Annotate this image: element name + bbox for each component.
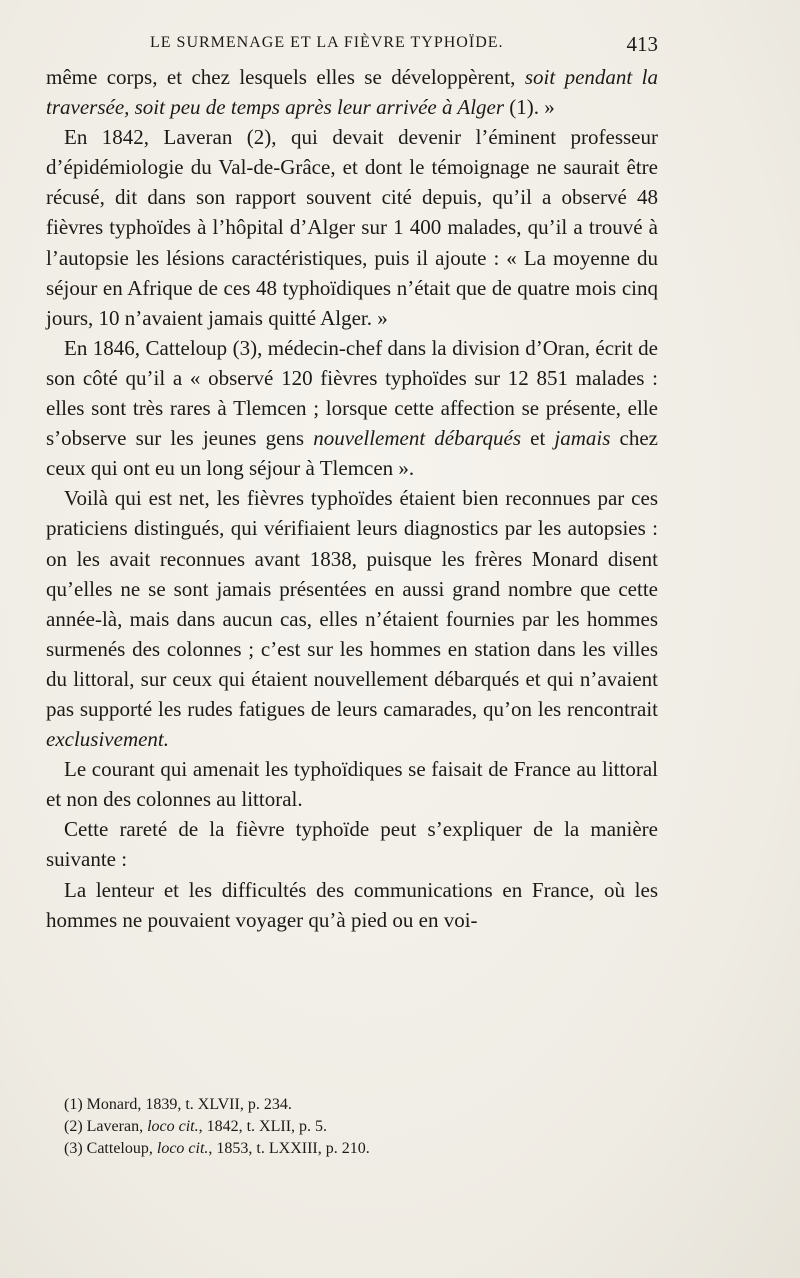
paragraph (46, 875, 658, 935)
footnote (64, 1094, 624, 1116)
text-run: (2) Laveran, (64, 1118, 148, 1135)
running-title: LE SURMENAGE ET LA FIÈVRE TYPHOÏDE. (150, 34, 504, 51)
text-run: même corps, et chez lesquels elles se développèrent, (46, 65, 525, 89)
italic-text: nouvellement débarqués (313, 426, 521, 451)
text-run: Voilà qui est net, les fièvres typhoïdes étaient bien reconnues par ces praticiens distingués, qui vérifiaient leurs diagnostics par les autopsies : on les avait reconnues avant 1838, puisque les frères Monard disent qu’elles ne se sont jamais présentées en aussi grand nombre que cette année-là, mais dans aucun cas, elles n’étaient fournies par les hommes surmenés des colonnes ; c’est sur les hommes en station dans les villes du littoral, sur ceux qui étaient nouvellement débarqués et qui n’avaient pas supporté les rudes fatigues de leurs camarades, qu’on les rencontrait (46, 486, 658, 721)
footnote (64, 1138, 624, 1160)
paragraph (46, 754, 658, 814)
text-run: (3) Catteloup, (64, 1140, 157, 1157)
text-run: La lenteur et les difficultés des communications en France, où les hommes ne pouvaient voyager qu’à pied ou en voi- (46, 877, 658, 932)
italic-text: exclusivement. (46, 727, 170, 752)
text-run: En 1842, Laveran (2), qui devait devenir l’éminent professeur d’épidémiologie du Val-de-Grâce, et dont le témoignage ne saurait être récusé, dit dans son rapport souvent cité depuis, qu’il a observé 48 fièvres typhoïdes à l’hôpital d’Alger sur 1 400 malades, qu’il a trouvé à l’autopsie les lésions caractéristiques, puis il ajoute : « La moyenne du séjour en Afrique de ces 48 typhoïdiques n’était que de quatre mois cinq jours, 10 n’avaient jamais quitté Alger. » (46, 125, 658, 330)
italic-text: soit pendant la traversée, soit peu de temps après leur arrivée à Alger (46, 65, 658, 120)
paragraph (46, 122, 658, 333)
paragraph (46, 814, 658, 874)
text-run: , 1842, t. XLII, p. 5. (198, 1118, 328, 1135)
paragraph (46, 62, 658, 122)
text-run: chez ceux qui ont eu un long séjour à Tlemcen ». (46, 426, 659, 481)
text-run: Cette rareté de la fièvre typhoïde peut s’expliquer de la manière suivante : (46, 817, 658, 872)
paragraph (46, 483, 658, 754)
text-run: (1) Monard, 1839, t. XLVII, p. 234. (64, 1096, 292, 1113)
page-number: 413 (626, 32, 658, 56)
italic-text: loco cit. (147, 1118, 199, 1135)
italic-text: loco cit. (156, 1140, 209, 1157)
page-header (150, 34, 658, 56)
text-run: , 1853, t. LXXIII, p. 210. (208, 1140, 370, 1157)
paragraph (46, 333, 658, 483)
footnotes (64, 1094, 624, 1160)
text-run: Le courant qui amenait les typhoïdiques se faisait de France au littoral et non des colonnes au littoral. (46, 757, 658, 812)
text-run: (1). » (504, 95, 555, 120)
body-text (46, 62, 658, 935)
footnote (64, 1116, 624, 1138)
italic-text: jamais (554, 426, 611, 451)
text-run: En 1846, Catteloup (3), médecin-chef dans la division d’Oran, écrit de son côté qu’il a « observé 120 fièvres typhoïdes sur 12 851 malades : elles sont très rares à Tlemcen ; lorsque cette affection se présente, elle s’observe sur les jeunes gens (46, 335, 658, 451)
text-run: et (521, 426, 555, 451)
